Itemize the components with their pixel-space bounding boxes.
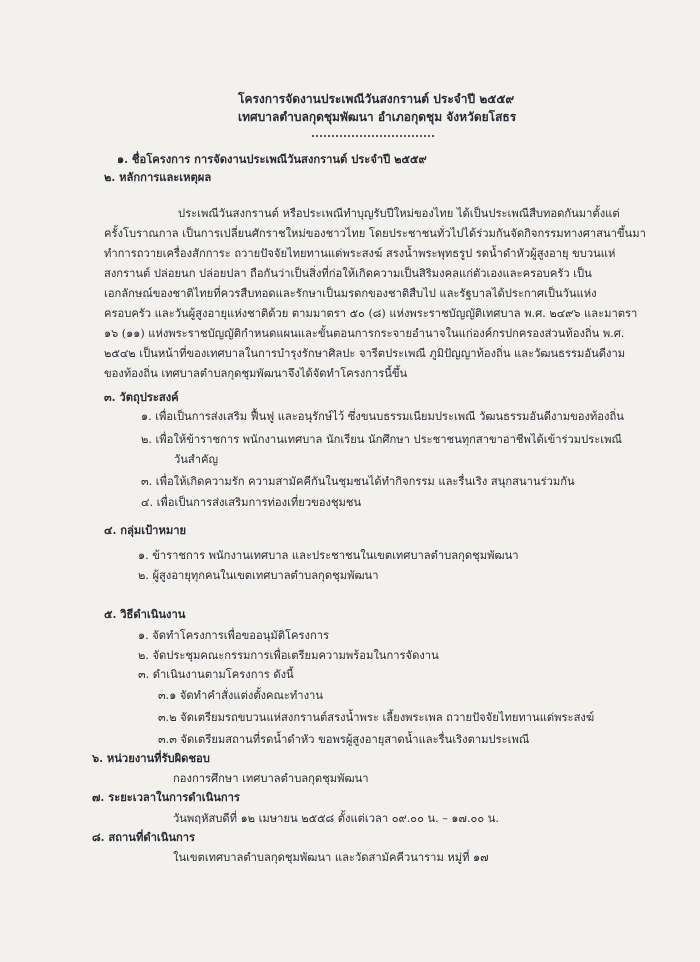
paragraph-line: ประเพณีวันสงกรานต์ หรือประเพณีทำบุญรับปีใหม่ของไทย ได้เป็นประเพณีสืบทอดกันมาตั้งแต่ xyxy=(178,207,620,220)
sub-list-item: ๓.๒ จัดเตรียมรถขบวนแห่สงกรานต์สรงน้ำพระ เลี้ยงพระเพล ถวายปัจจัยไทยทานแด่พระสงฆ์ xyxy=(158,711,595,724)
list-item: ๓. ดำเนินงานตามโครงการ ดังนี้ xyxy=(138,668,294,681)
section-6-text: กองการศึกษา เทศบาลตำบลกุดชุมพัฒนา xyxy=(173,772,369,785)
paragraph-line: ครั้งโบราณกาล เป็นการเปลี่ยนศักราชใหม่ของชาวไทย โดยประชาชนทั่วไปได้ร่วมกันจัดกิจกรรมทางศาสนาขึ้นมา xyxy=(104,227,646,240)
section-7-text: วันพฤหัสบดีที่ ๑๒ เมษายน ๒๕๕๘ ตั้งแต่เวลา ๐๙.๐๐ น. – ๑๗.๐๐ น. xyxy=(173,812,499,825)
paragraph-line: ครอบครัว และวันผู้สูงอายุแห่งชาติด้วย ตามมาตรา ๕๐ (๘) แห่งพระราชบัญญัติเทศบาล พ.ศ. ๒๔๙๖ และมาตรา xyxy=(104,307,638,320)
list-item: ๒. เพื่อให้ข้าราชการ พนักงานเทศบาล นักเรียน นักศึกษา ประชาชนทุกสาขาอาชีพได้เข้าร่วมประเพณี xyxy=(141,433,622,446)
paragraph-line: ๒๕๔๒ เป็นหน้าที่ของเทศบาลในการบำรุงรักษาศิลปะ จารีตประเพณี ภูมิปัญญาท้องถิ่น และวัฒนธรรมอันดีงาม xyxy=(104,347,626,360)
paragraph-line: ของท้องถิ่น เทศบาลตำบลกุดชุมพัฒนาจึงได้จัดทำโครงการนี้ขึ้น xyxy=(104,367,408,380)
sub-list-item: ๓.๑ จัดทำคำสั่งแต่งตั้งคณะทำงาน xyxy=(158,689,323,702)
list-item: ๒. ผู้สูงอายุทุกคนในเขตเทศบาลตำบลกุดชุมพัฒนา xyxy=(138,569,379,582)
section-8-text: ในเขตเทศบาลตำบลกุดชุมพัฒนา และวัดสามัคคีวนาราม หมู่ที่ ๑๗ xyxy=(173,851,489,864)
doc-title: โครงการจัดงานประเพณีวันสงกรานต์ ประจำปี ๒๕๕๙ xyxy=(238,92,515,106)
section-6-heading: ๖. หน่วยงานที่รับผิดชอบ xyxy=(92,751,210,765)
section-1-heading: ๑. ชื่อโครงการ การจัดงานประเพณีวันสงกรานต์ ประจำปี ๒๕๕๙ xyxy=(117,152,427,166)
list-item: ๔. เพื่อเป็นการส่งเสริมการท่องเที่ยวของชุมชน xyxy=(141,496,362,509)
section-4-heading: ๔. กลุ่มเป้าหมาย xyxy=(104,523,187,537)
paragraph-line: ๑๖ (๑๑) แห่งพระราชบัญญัติกำหนดแผนและขั้นตอนการกระจายอำนาจในแก่องค์กรปกครองส่วนท้องถิ่น พ.ศ. xyxy=(104,327,625,340)
list-item: ๑. จัดทำโครงการเพื่อขออนุมัติโครงการ xyxy=(138,629,330,642)
list-item: ๑. ข้าราชการ พนักงานเทศบาล และประชาชนในเขตเทศบาลตำบลกุดชุมพัฒนา xyxy=(138,549,519,562)
section-7-heading: ๗. ระยะเวลาในการดำเนินการ xyxy=(92,790,240,804)
doc-subtitle: เทศบาลตำบลกุดชุมพัฒนา อำเภอกุดชุม จังหวัดยโสธร xyxy=(238,110,517,124)
section-3-heading: ๓. วัตถุประสงค์ xyxy=(104,390,179,404)
list-item: ๒. จัดประชุมคณะกรรมการเพื่อเตรียมความพร้อมในการจัดงาน xyxy=(138,649,439,662)
section-2-heading: ๒. หลักการและเหตุผล xyxy=(104,170,212,184)
paragraph-line: เอกลักษณ์ของชาติไทยที่ควรสืบทอดและรักษาเป็นมรดกของชาติสืบไป และรัฐบาลได้ประกาศเป็นวันแห่ง xyxy=(104,287,597,300)
list-item-continuation: วันสำคัญ xyxy=(174,453,219,466)
section-5-heading: ๕. วิธีดำเนินงาน xyxy=(104,607,186,621)
list-item: ๑. เพื่อเป็นการส่งเสริม ฟื้นฟู และอนุรักษ์ไว้ ซึ่งขนบธรรมเนียมประเพณี วัฒนธรรมอันดีงามของท้องถิ่น xyxy=(141,410,624,423)
list-item: ๓. เพื่อให้เกิดความรัก ความสามัคคีกันในชุมชนได้ทำกิจกรรม และรื่นเริง สนุกสนานร่วมกัน xyxy=(141,475,575,488)
section-8-heading: ๘. สถานที่ดำเนินการ xyxy=(92,830,196,844)
paragraph-line: ทำการถวายเครื่องสักการะ ถวายปัจจัยไทยทานแด่พระสงฆ์ สรงน้ำพระพุทธรูป รดน้ำดำหัวผู้สูงอายุ ขบวนแห่ xyxy=(104,247,616,260)
sub-list-item: ๓.๓ จัดเตรียมสถานที่รดน้ำดำหัว ขอพรผู้สูงอายุสาดน้ำและรื่นเริงตามประเพณี xyxy=(158,733,530,746)
paragraph-line: สงกรานต์ ปล่อยนก ปล่อยปลา ถือกันว่าเป็นสิ่งที่ก่อให้เกิดความเป็นสิริมงคลแก่ตัวเองและครอบครัว เป็น xyxy=(104,267,592,280)
title-separator xyxy=(312,135,434,137)
